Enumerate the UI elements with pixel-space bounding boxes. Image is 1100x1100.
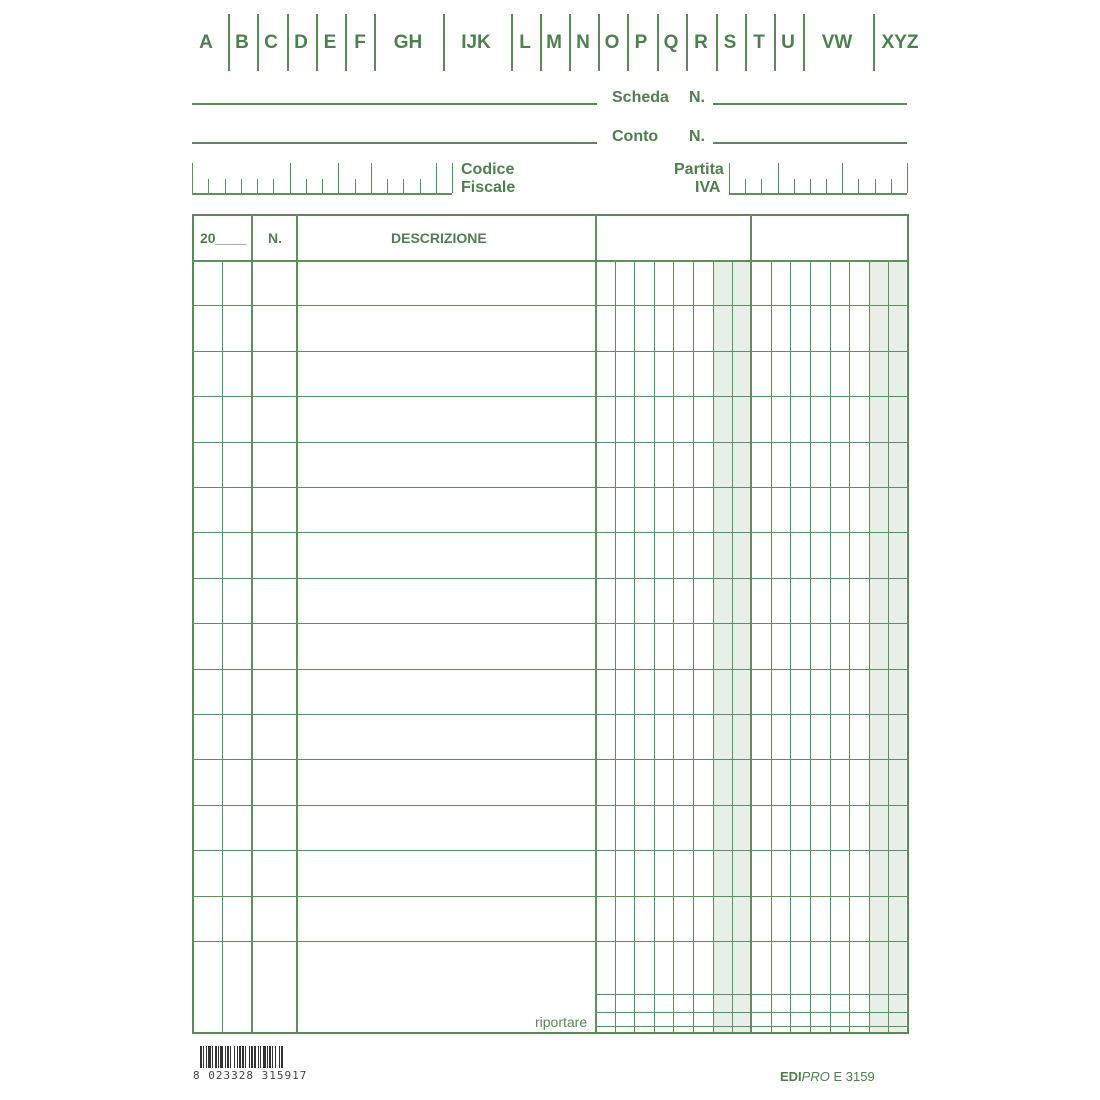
barcode-bar: [227, 1046, 229, 1068]
grid-column-line: [615, 260, 616, 1032]
grid-row-line: [192, 714, 907, 715]
comb-tick: [826, 179, 827, 193]
barcode-bar: [249, 1046, 250, 1068]
barcode-bar: [215, 1046, 217, 1068]
conto-number-label: N.: [689, 128, 705, 145]
comb-tick: [842, 163, 843, 193]
barcode-digits: 8 023328 315917: [193, 1069, 308, 1082]
comb-tick: [225, 179, 226, 193]
barcode-bar: [206, 1046, 207, 1068]
grid-column-line: [810, 260, 811, 1032]
grid-column-line: [849, 260, 850, 1032]
index-tab-d[interactable]: D: [294, 32, 308, 53]
scheda-number-label: N.: [689, 89, 705, 106]
tab-divider: [569, 14, 571, 71]
barcode-bar: [220, 1046, 223, 1068]
comb-tick: [306, 179, 307, 193]
grid-column-line: [634, 260, 635, 1032]
brand-italic: PRO: [801, 1069, 830, 1084]
grid-row-line: [192, 896, 907, 897]
scheda-name-line[interactable]: [192, 103, 597, 105]
comb-tick: [192, 163, 193, 193]
tab-divider: [598, 14, 600, 71]
codice-label: Codice: [461, 161, 515, 178]
grid-row-line: [192, 396, 907, 397]
barcode-bar: [230, 1046, 231, 1068]
grid-row-line: [192, 805, 907, 806]
tab-divider: [774, 14, 776, 71]
barcode-bar: [281, 1046, 283, 1068]
grid-column-line: [771, 260, 772, 1032]
tab-divider: [374, 14, 376, 71]
barcode-bar: [275, 1046, 276, 1068]
comb-tick: [778, 163, 779, 193]
grid-column-line: [732, 260, 733, 1032]
comb-tick: [208, 179, 209, 193]
grid-row-line: [192, 759, 907, 760]
grid-column-line: [830, 260, 831, 1032]
grid-row-line: [192, 487, 907, 488]
index-tab-q[interactable]: Q: [663, 32, 679, 53]
barcode-bar: [203, 1046, 204, 1068]
barcode-bar: [208, 1046, 211, 1068]
index-tab-p[interactable]: P: [634, 32, 648, 53]
barcode-bar: [212, 1046, 213, 1068]
index-tab-u[interactable]: U: [781, 32, 795, 53]
index-tab-l[interactable]: L: [519, 32, 531, 53]
comb-tick: [907, 163, 908, 193]
tab-divider: [873, 14, 875, 71]
comb-tick: [355, 179, 356, 193]
barcode-bar: [225, 1046, 226, 1068]
barcode-bar: [258, 1046, 259, 1068]
conto-name-line[interactable]: [192, 142, 597, 144]
comb-tick: [729, 163, 730, 193]
comb-tick: [257, 179, 258, 193]
barcode-bar: [200, 1046, 202, 1068]
grid-column-line: [222, 260, 223, 1032]
index-tab-xyz[interactable]: XYZ: [881, 32, 919, 53]
comb-baseline: [192, 193, 452, 195]
index-tab-gh[interactable]: GH: [393, 32, 423, 53]
index-tab-a[interactable]: A: [199, 32, 213, 53]
tab-divider: [287, 14, 289, 71]
comb-tick: [241, 179, 242, 193]
scheda-label: Scheda: [612, 89, 669, 106]
barcode-bar: [269, 1046, 271, 1068]
grid-column-line: [790, 260, 791, 1032]
conto-label: Conto: [612, 128, 659, 145]
comb-tick: [761, 179, 762, 193]
barcode-bar: [254, 1046, 256, 1068]
grid-row-line: [192, 669, 907, 670]
tab-divider: [316, 14, 318, 71]
tab-divider: [257, 14, 259, 71]
grid-row-line: [595, 994, 907, 995]
comb-tick: [891, 179, 892, 193]
comb-tick: [273, 179, 274, 193]
tab-divider: [745, 14, 747, 71]
barcode-image: [200, 1046, 322, 1070]
index-tab-r[interactable]: R: [694, 32, 708, 53]
tab-divider: [228, 14, 230, 71]
tab-divider: [657, 14, 659, 71]
grid-row-line: [595, 1012, 907, 1013]
grid-column-line: [713, 260, 714, 1032]
grid-column-line: [693, 260, 694, 1032]
grid-row-line: [192, 442, 907, 443]
tab-divider: [803, 14, 805, 71]
grid-row-line: [192, 305, 907, 306]
grid-column-line: [888, 260, 889, 1032]
barcode-bar: [234, 1046, 235, 1068]
barcode-bar: [267, 1046, 268, 1068]
index-tab-vw[interactable]: VW: [821, 32, 853, 53]
index-tab-ijk[interactable]: IJK: [461, 32, 491, 53]
tab-divider: [716, 14, 718, 71]
scheda-number-line[interactable]: [713, 103, 907, 105]
product-code: E 3159: [833, 1069, 875, 1084]
comb-tick: [858, 179, 859, 193]
grid-row-line: [192, 623, 907, 624]
comb-tick: [371, 163, 372, 193]
barcode-bar: [237, 1046, 238, 1068]
brand-code: [780, 1069, 875, 1084]
year-header: 20____: [200, 230, 247, 246]
tab-divider: [443, 14, 445, 71]
comb-baseline: [729, 193, 907, 195]
tab-divider: [511, 14, 513, 71]
tab-divider: [345, 14, 347, 71]
comb-tick: [436, 163, 437, 193]
comb-tick: [875, 179, 876, 193]
index-tab-s[interactable]: S: [723, 32, 737, 53]
index-tab-e[interactable]: E: [323, 32, 337, 53]
barcode-bar: [242, 1046, 244, 1068]
barcode-bar: [218, 1046, 219, 1068]
grid-row-line: [595, 1026, 907, 1027]
grid-row-line: [192, 941, 907, 942]
comb-tick: [794, 179, 795, 193]
comb-tick: [290, 163, 291, 193]
barcode-bar: [239, 1046, 241, 1068]
index-tab-c[interactable]: C: [264, 32, 278, 53]
fiscale-label: Fiscale: [461, 179, 516, 196]
tab-divider: [627, 14, 629, 71]
description-header: DESCRIZIONE: [391, 230, 487, 246]
barcode-bar: [263, 1046, 266, 1068]
index-tab-n[interactable]: N: [576, 32, 590, 53]
index-tab-b[interactable]: B: [235, 32, 249, 53]
iva-label: IVA: [695, 179, 721, 196]
carry-forward-label: riportare: [535, 1014, 588, 1030]
grid-row-line: [192, 351, 907, 352]
index-tab-m[interactable]: M: [546, 32, 562, 53]
grid-column-line: [654, 260, 655, 1032]
comb-tick: [403, 179, 404, 193]
grid-row-line: [192, 578, 907, 579]
brand-bold: EDI: [780, 1069, 802, 1084]
grid-column-line: [869, 260, 870, 1032]
barcode-bar: [279, 1046, 280, 1068]
comb-tick: [387, 179, 388, 193]
index-tab-f[interactable]: F: [354, 32, 366, 53]
conto-number-line[interactable]: [713, 142, 907, 144]
barcode-bar: [245, 1046, 246, 1068]
barcode-bar: [260, 1046, 261, 1068]
barcode-bar: [272, 1046, 273, 1068]
ledger-table: [192, 214, 909, 1034]
grid-row-line: [192, 532, 907, 533]
tab-divider: [540, 14, 542, 71]
grid-row-line: [192, 850, 907, 851]
comb-tick: [420, 179, 421, 193]
grid-row-line: [192, 260, 907, 262]
comb-tick: [452, 163, 453, 193]
grid-column-line: [673, 260, 674, 1032]
comb-tick: [322, 179, 323, 193]
partita-label: Partita: [674, 161, 724, 178]
barcode-bar: [251, 1046, 253, 1068]
comb-tick: [745, 179, 746, 193]
number-header: N.: [268, 230, 282, 246]
comb-tick: [338, 163, 339, 193]
index-tab-o[interactable]: O: [604, 32, 620, 53]
comb-tick: [810, 179, 811, 193]
tab-divider: [686, 14, 688, 71]
index-tab-t[interactable]: T: [753, 32, 765, 53]
